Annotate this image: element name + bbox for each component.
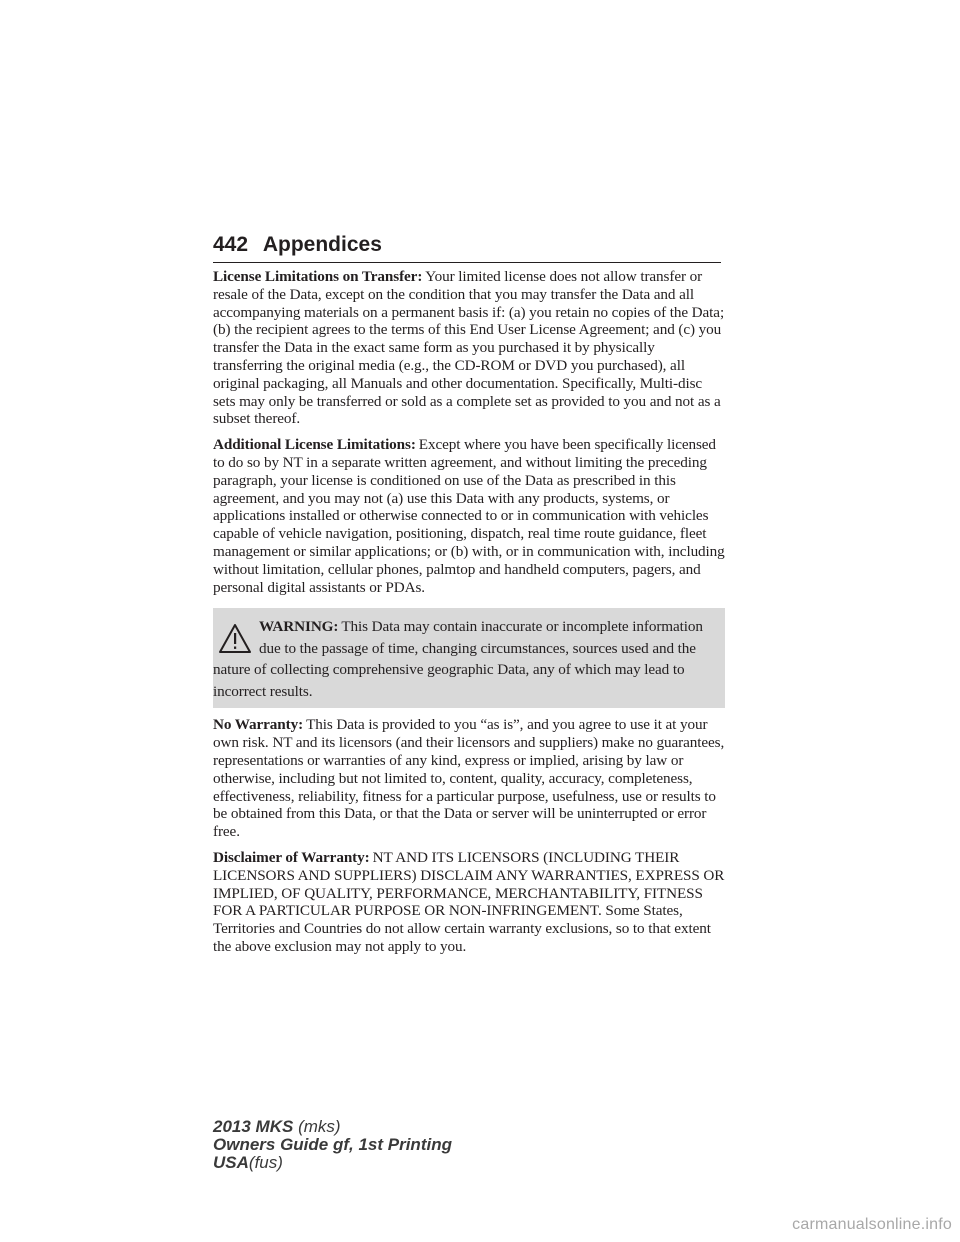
footer-region: USA	[213, 1153, 249, 1172]
footer-region-code: (fus)	[248, 1153, 283, 1172]
warning-label: WARNING:	[259, 618, 339, 636]
footer-guide-line	[213, 1136, 452, 1154]
paragraph-term: No Warranty:	[213, 716, 304, 734]
paragraph-additional-license-limitations	[213, 436, 725, 596]
footer-region-line	[213, 1154, 452, 1172]
watermark: carmanualsonline.info	[792, 1216, 952, 1233]
footer-model-code: (mks)	[298, 1117, 341, 1136]
paragraph-text: Except where you have been specifically licensed to do so by NT in a separate written agreement, and without limiting the preceding paragraph, your license is conditioned on use of the Data as prescribed in this agreement, and you may not (a) use this Data with any products, systems, or applications installed or otherwise connected to or in communication with vehicles capable of vehicle navigation, positioning, dispatch, real time route guidance, fleet management or similar applications; or (b) with, or in communication with, including without limitation, cellular phones, palmtop and handheld computers, pagers, and personal digital assistants or PDAs.	[213, 436, 725, 596]
paragraph-term: License Limitations on Transfer:	[213, 268, 423, 285]
paragraph-text: NT AND ITS LICENSORS (INCLUDING THEIR LICENSORS AND SUPPLIERS) DISCLAIM ANY WARRANTIES, EXPRESS OR IMPLIED, OF QUALITY, PERFORMANCE, MERCHANTABILITY, FITNESS FOR A PARTICULAR PURPOSE OR NON-INFRINGEMENT. Some States, Territories and Countries do not allow certain warranty exclusions, so to that extent the above exclusion may not apply to you.	[213, 848, 725, 955]
footer-guide: Owners Guide gf, 1st Printing	[213, 1135, 452, 1154]
page-footer	[213, 1118, 452, 1172]
paragraph-text: Your limited license does not allow transfer or resale of the Data, except on the condition that you may transfer the Data and all accompanying materials on a permanent basis if: (a) you retain no copies of the Data; (b) the recipient agrees to the terms of this End User License Agreement; and (c) you transfer the Data in the exact same form as you purchased it by physically transferring the original media (e.g., the CD-ROM or DVD you purchased), all original packaging, all Manuals and other documentation. Specifically, Multi-disc sets may only be transferred or sold as a complete set as provided to you and not as a subset thereof.	[213, 268, 725, 428]
page-header	[213, 230, 721, 260]
warning-triangle-icon	[213, 622, 257, 656]
paragraph-term: Disclaimer of Warranty:	[213, 848, 370, 866]
section-title: Appendices	[262, 233, 382, 256]
page-number: 442	[213, 233, 249, 256]
paragraph-no-warranty	[213, 716, 725, 841]
warning-box	[213, 608, 725, 708]
header-divider	[213, 262, 721, 263]
paragraph-term: Additional License Limitations:	[213, 436, 416, 454]
footer-model: 2013 MKS	[213, 1117, 294, 1136]
paragraph-disclaimer-of-warranty	[213, 849, 725, 956]
footer-model-line	[213, 1118, 452, 1136]
paragraph-text: This Data is provided to you “as is”, and you agree to use it at your own risk. NT and its licensors (and their licensors and suppliers) make no guarantees, representations or warranties of any kind, express or implied, arising by law or otherwise, including but not limited to, content, quality, accuracy, completeness, effectiveness, reliability, fitness for a particular purpose, usefulness, use or results to be obtained from this Data, or that the Data or server will be uninterrupted or error free.	[213, 716, 725, 841]
paragraph-license-limitations-transfer	[213, 268, 725, 428]
page-body	[213, 268, 725, 964]
warning-text: This Data may contain inaccurate or incomplete information due to the passage of time, changing circumstances, sources used and the nature of collecting comprehensive geographic Data, any of which may lead to incorrect results.	[213, 618, 703, 700]
